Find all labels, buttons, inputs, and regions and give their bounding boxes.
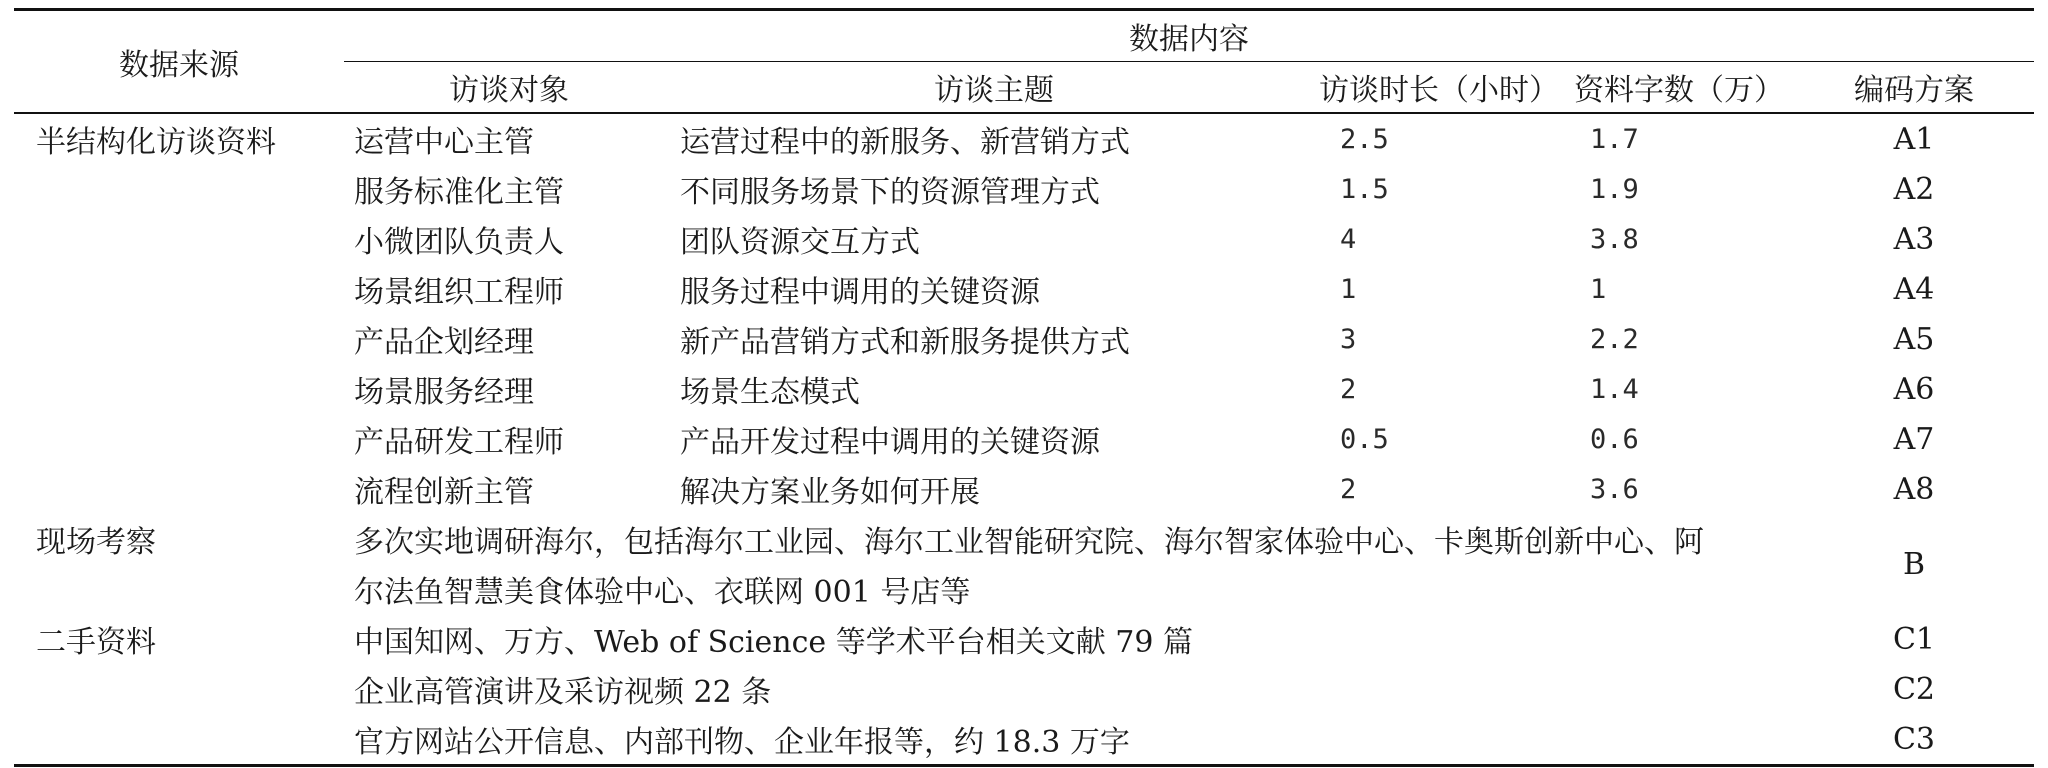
interview-topic: 场景生态模式	[680, 375, 860, 410]
word-count: 1.4	[1590, 373, 1639, 405]
coding-code: A3	[1893, 221, 1935, 257]
source-field-visit: 现场考察	[36, 525, 156, 560]
header-coding-scheme: 编码方案	[1854, 73, 1974, 108]
interviewee: 流程创新主管	[354, 475, 534, 510]
coding-code: A6	[1893, 371, 1935, 407]
header-word-count: 资料字数（万）	[1574, 73, 1784, 108]
secondary-item: 官方网站公开信息、内部刊物、企业年报等，约 18.3 万字	[354, 725, 1130, 760]
table-row	[14, 664, 2034, 714]
interview-hours: 3	[1340, 323, 1357, 355]
interviewee: 产品研发工程师	[354, 425, 564, 460]
word-count: 3.6	[1590, 473, 1639, 505]
field-visit-line-2: 尔法鱼智慧美食体验中心、衣联网 001 号店等	[354, 575, 971, 610]
word-count: 3.8	[1590, 223, 1639, 255]
table-row	[14, 164, 2034, 214]
interview-topic: 产品开发过程中调用的关键资源	[680, 425, 1100, 460]
table-row	[14, 414, 2034, 464]
word-count: 1.9	[1590, 173, 1639, 205]
interviewee: 小微团队负责人	[354, 225, 564, 260]
coding-code: A8	[1893, 471, 1935, 507]
interview-hours: 1	[1340, 273, 1357, 305]
coding-code: A1	[1893, 121, 1935, 157]
table-row	[14, 214, 2034, 264]
interview-hours: 2	[1340, 473, 1357, 505]
interview-topic: 新产品营销方式和新服务提供方式	[680, 325, 1130, 360]
secondary-item: 企业高管演讲及采访视频 22 条	[354, 675, 772, 710]
data-sources-table	[14, 8, 2034, 767]
interview-hours: 4	[1340, 223, 1357, 255]
table-row	[14, 714, 2034, 766]
interview-hours: 2.5	[1340, 123, 1389, 155]
source-secondary: 二手资料	[36, 625, 156, 660]
interview-topic: 服务过程中调用的关键资源	[680, 275, 1040, 310]
coding-code: A5	[1893, 321, 1935, 357]
table-row	[14, 514, 2034, 564]
source-interviews: 半结构化访谈资料	[36, 125, 276, 160]
interviewee: 产品企划经理	[354, 325, 534, 360]
table-row	[14, 314, 2034, 364]
table-row	[14, 614, 2034, 664]
coding-code: A2	[1893, 171, 1935, 207]
interviewee: 场景服务经理	[354, 375, 534, 410]
table-row	[14, 564, 2034, 614]
header-interviewee: 访谈对象	[449, 73, 569, 108]
interview-hours: 0.5	[1340, 423, 1389, 455]
table-row	[14, 464, 2034, 514]
table-row	[14, 364, 2034, 414]
interviewee: 场景组织工程师	[354, 275, 564, 310]
header-duration: 访谈时长（小时）	[1319, 73, 1559, 108]
interviewee: 服务标准化主管	[354, 175, 564, 210]
interview-topic: 解决方案业务如何开展	[680, 475, 980, 510]
coding-code: C1	[1892, 621, 1936, 657]
word-count: 1.7	[1590, 123, 1639, 155]
secondary-item: 中国知网、万方、Web of Science 等学术平台相关文献 79 篇	[354, 625, 1193, 660]
word-count: 1	[1590, 273, 1607, 305]
coding-code: A4	[1893, 271, 1935, 307]
interview-topic: 团队资源交互方式	[680, 225, 920, 260]
interview-hours: 1.5	[1340, 173, 1389, 205]
coding-code: B	[1902, 546, 1926, 582]
field-visit-line-1: 多次实地调研海尔，包括海尔工业园、海尔工业智能研究院、海尔智家体验中心、卡奥斯创新中心、阿	[354, 525, 1704, 560]
interviewee: 运营中心主管	[354, 125, 534, 160]
interview-hours: 2	[1340, 373, 1357, 405]
interview-topic: 运营过程中的新服务、新营销方式	[680, 125, 1130, 160]
header-data-content: 数据内容	[344, 10, 2034, 62]
coding-code: C2	[1892, 671, 1936, 707]
word-count: 0.6	[1590, 423, 1639, 455]
table-row	[14, 113, 2034, 164]
coding-code: A7	[1893, 421, 1935, 457]
header-topic: 访谈主题	[934, 73, 1054, 108]
header-data-source: 数据来源	[14, 10, 344, 114]
interview-topic: 不同服务场景下的资源管理方式	[680, 175, 1100, 210]
word-count: 2.2	[1590, 323, 1639, 355]
table-row	[14, 264, 2034, 314]
coding-code: C3	[1892, 721, 1936, 757]
